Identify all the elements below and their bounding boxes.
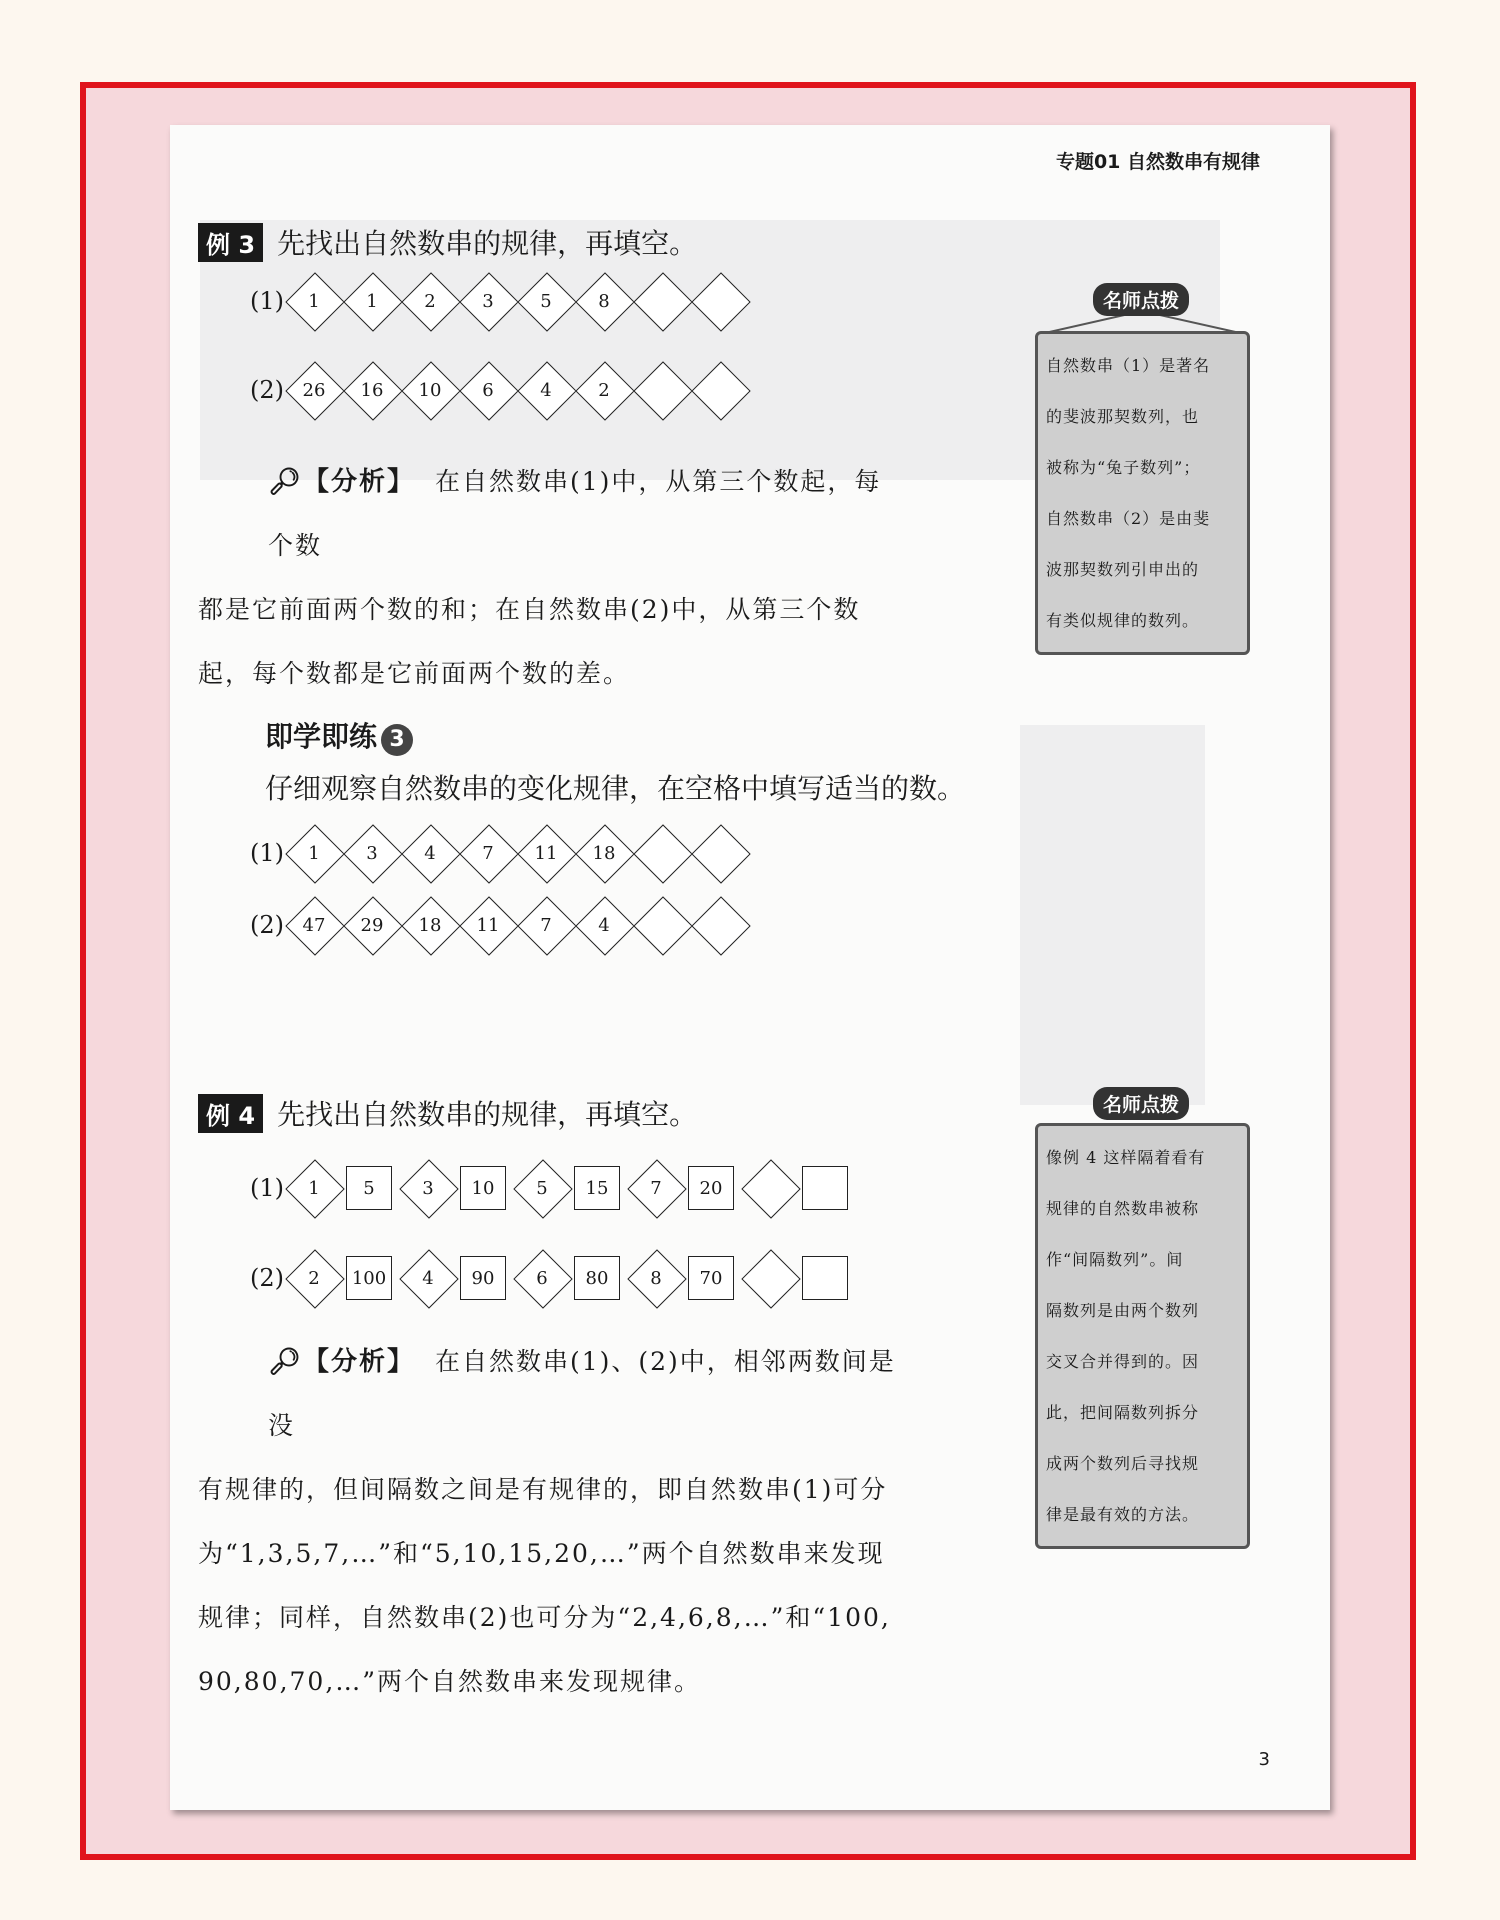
analysis-line: 起，每个数都是它前面两个数的差。	[198, 659, 631, 688]
page-number: 3	[1258, 1749, 1270, 1770]
diamond-cell: 5	[520, 273, 572, 329]
diamond-cell: 11	[520, 825, 572, 881]
diamond-cell: 26	[288, 362, 340, 418]
diamond-cell: 5	[516, 1160, 568, 1216]
teacher-tip-text	[1035, 331, 1250, 655]
diamond-cell: 6	[516, 1250, 568, 1306]
example-4-title	[198, 1093, 697, 1133]
square-cell: 20	[688, 1166, 734, 1210]
example-3-analysis	[198, 450, 898, 706]
tip-line: 被称为“兔子数列”；	[1046, 458, 1201, 477]
diamond-blank-cell[interactable]	[694, 362, 746, 418]
example-4-sequence-1	[250, 1160, 858, 1216]
diamond-cell: 4	[402, 1250, 454, 1306]
diamond-cell: 3	[346, 825, 398, 881]
diamond-cell: 1	[288, 825, 340, 881]
tip-line: 的斐波那契数列，也	[1046, 407, 1200, 426]
diamond-cell: 18	[578, 825, 630, 881]
diamond-blank-cell[interactable]	[694, 897, 746, 953]
example-4-prompt: 先找出自然数串的规律，再填空。	[277, 1098, 698, 1131]
example-3-sequence-2	[250, 362, 752, 418]
diamond-blank-cell[interactable]	[636, 897, 688, 953]
analysis-line: 都是它前面两个数的和；在自然数串(2)中，从第三个数	[198, 595, 861, 624]
analysis-label: 【分析】	[303, 1347, 416, 1377]
sequence-label: (2)	[250, 376, 284, 404]
diamond-cell: 1	[346, 273, 398, 329]
practice-3-title	[265, 715, 413, 756]
diamond-cell: 7	[462, 825, 514, 881]
search-icon: 🔎︎	[268, 1347, 304, 1377]
tip-line: 隔数列是由两个数列	[1046, 1301, 1200, 1320]
diamond-cell: 16	[346, 362, 398, 418]
tip-line: 自然数串（2）是由斐	[1046, 509, 1211, 528]
square-cell: 90	[460, 1256, 506, 1300]
tip-line: 像例 4 这样隔着看有	[1046, 1148, 1206, 1167]
practice-3-sequence-1	[250, 825, 752, 881]
analysis-line: 有规律的，但间隔数之间是有规律的，即自然数串(1)可分	[198, 1475, 888, 1504]
diamond-blank-cell[interactable]	[744, 1250, 796, 1306]
tip-line: 作“间隔数列”。间	[1046, 1250, 1184, 1269]
diamond-blank-cell[interactable]	[636, 825, 688, 881]
square-blank-cell[interactable]	[802, 1256, 848, 1300]
diamond-cell: 18	[404, 897, 456, 953]
tip-line: 自然数串（1）是著名	[1046, 356, 1211, 375]
example-3-title	[198, 222, 697, 262]
example-3-prompt: 先找出自然数串的规律，再填空。	[277, 227, 698, 260]
diamond-cell: 2	[578, 362, 630, 418]
diamond-cell: 8	[578, 273, 630, 329]
diamond-blank-cell[interactable]	[744, 1160, 796, 1216]
practice-3-sequence-2	[250, 897, 752, 953]
diamond-cell: 6	[462, 362, 514, 418]
diamond-cell: 7	[630, 1160, 682, 1216]
analysis-line: 在自然数串(1)中，从第三个数起，每个数	[268, 467, 882, 560]
diamond-cell: 4	[578, 897, 630, 953]
diamond-cell: 1	[288, 273, 340, 329]
diamond-blank-cell[interactable]	[636, 362, 688, 418]
diamond-cell: 2	[404, 273, 456, 329]
practice-number-badge: 3	[381, 724, 413, 756]
square-cell: 80	[574, 1256, 620, 1300]
example-4-analysis	[198, 1330, 918, 1714]
teacher-tip-badge: 名师点拨	[1093, 1087, 1189, 1120]
tip-line: 此，把间隔数列拆分	[1046, 1403, 1200, 1422]
diamond-cell: 3	[402, 1160, 454, 1216]
sequence-label: (1)	[250, 839, 284, 867]
analysis-line: 规律；同样，自然数串(2)也可分为“2,4,6,8,…”和“100,	[198, 1603, 891, 1632]
diamond-cell: 7	[520, 897, 572, 953]
square-cell: 15	[574, 1166, 620, 1210]
square-cell: 100	[346, 1256, 392, 1300]
book-page	[170, 125, 1330, 1810]
diamond-cell: 2	[288, 1250, 340, 1306]
diamond-cell: 10	[404, 362, 456, 418]
tip-line: 规律的自然数串被称	[1046, 1199, 1200, 1218]
practice-3-prompt: 仔细观察自然数串的变化规律，在空格中填写适当的数。	[265, 772, 966, 805]
sequence-label: (1)	[250, 287, 284, 315]
example-3-sequence-1	[250, 273, 752, 329]
square-cell: 70	[688, 1256, 734, 1300]
diamond-cell: 29	[346, 897, 398, 953]
example-3-tag: 例 3	[198, 223, 263, 262]
chapter-header: 专题01 自然数串有规律	[1055, 151, 1260, 173]
square-cell: 10	[460, 1166, 506, 1210]
diamond-cell: 3	[462, 273, 514, 329]
search-icon: 🔎︎	[268, 467, 304, 497]
diamond-cell: 4	[520, 362, 572, 418]
sequence-label: (1)	[250, 1174, 284, 1202]
tip-line: 成两个数列后寻找规	[1046, 1454, 1200, 1473]
square-blank-cell[interactable]	[802, 1166, 848, 1210]
tip-line: 波那契数列引申出的	[1046, 560, 1200, 579]
show-through-block	[1020, 725, 1205, 1105]
diamond-cell: 11	[462, 897, 514, 953]
diamond-blank-cell[interactable]	[694, 273, 746, 329]
diamond-cell: 8	[630, 1250, 682, 1306]
practice-title-text: 即学即练	[265, 720, 378, 753]
diamond-cell: 1	[288, 1160, 340, 1216]
tip-line: 有类似规律的数列。	[1046, 611, 1200, 630]
diamond-blank-cell[interactable]	[694, 825, 746, 881]
example-4-sequence-2	[250, 1250, 858, 1306]
diamond-blank-cell[interactable]	[636, 273, 688, 329]
analysis-line: 在自然数串(1)、(2)中，相邻两数间是没	[268, 1347, 896, 1440]
diamond-cell: 4	[404, 825, 456, 881]
sequence-label: (2)	[250, 1264, 284, 1292]
sequence-label: (2)	[250, 911, 284, 939]
analysis-label: 【分析】	[303, 467, 416, 497]
teacher-tip-badge: 名师点拨	[1093, 283, 1189, 316]
teacher-tip-text	[1035, 1123, 1250, 1549]
example-4-tag: 例 4	[198, 1094, 263, 1133]
analysis-line: 90,80,70,…”两个自然数串来发现规律。	[198, 1667, 702, 1696]
diamond-cell: 47	[288, 897, 340, 953]
square-cell: 5	[346, 1166, 392, 1210]
tip-line: 交叉合并得到的。因	[1046, 1352, 1200, 1371]
analysis-line: 为“1,3,5,7,…”和“5,10,15,20,…”两个自然数串来发现	[198, 1539, 885, 1568]
tip-line: 律是最有效的方法。	[1046, 1505, 1200, 1524]
